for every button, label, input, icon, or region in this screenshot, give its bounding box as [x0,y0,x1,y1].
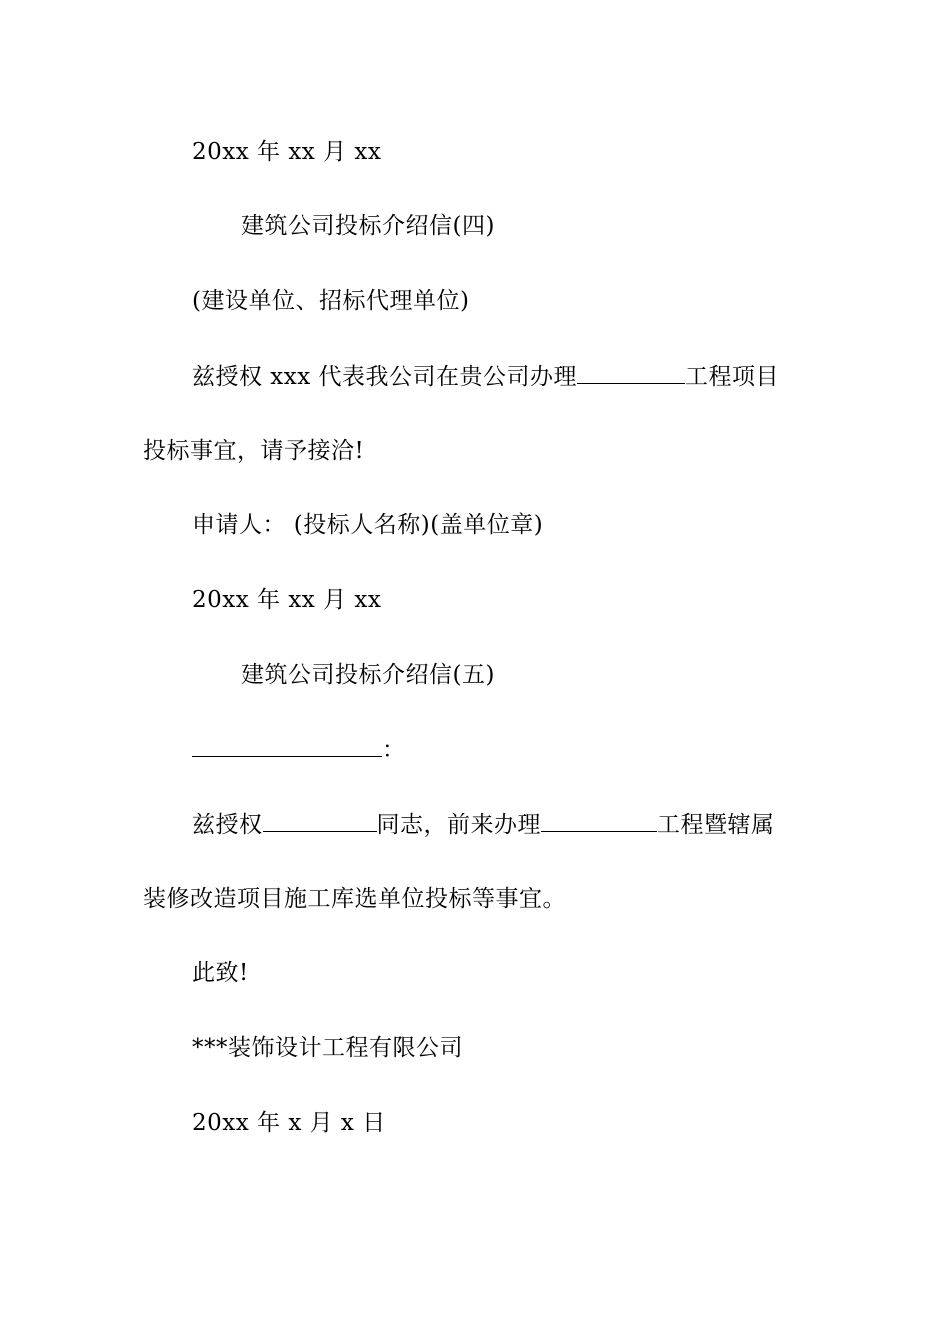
letter5-body-part1: 兹授权 [192,812,263,838]
letter5-title: 建筑公司投标介绍信(五) [241,662,495,688]
letter4-body-line2: 投标事宜，请予接洽! [143,438,365,464]
letter5-closing: 此致! [192,960,249,986]
blank-project-name-2 [541,809,657,832]
letter5-body-part3: 工程暨辖属 [657,812,775,838]
letter5-date: 20xx 年 x 月 x 日 [192,1110,386,1136]
letter5-body-line2: 装修改造项目施工库选单位投标等事宜。 [143,886,566,912]
letter5-company: ***装饰设计工程有限公司 [192,1035,463,1061]
blank-person-name [263,809,377,832]
letter4-title: 建筑公司投标介绍信(四) [241,213,495,239]
letter5-body-line1 [192,809,775,840]
letter4-body-line1 [192,361,779,392]
letter4-body-part2: 工程项目 [685,364,780,390]
letter5-addressee-line [192,734,406,765]
letter4-addressee: (建设单位、招标代理单位) [192,288,470,314]
letter4-body-part1: 兹授权 xxx 代表我公司在贵公司办理 [192,364,578,390]
blank-project-name [577,361,685,384]
letter5-body-part2: 同志，前来办理 [376,812,541,838]
blank-addressee [192,734,382,757]
letter4-applicant: 申请人： (投标人名称)(盖单位章) [192,512,544,538]
date-line-1: 20xx 年 xx 月 xx [192,139,382,165]
letter5-addressee-suffix: ： [382,737,406,763]
letter4-date: 20xx 年 xx 月 xx [192,587,382,613]
